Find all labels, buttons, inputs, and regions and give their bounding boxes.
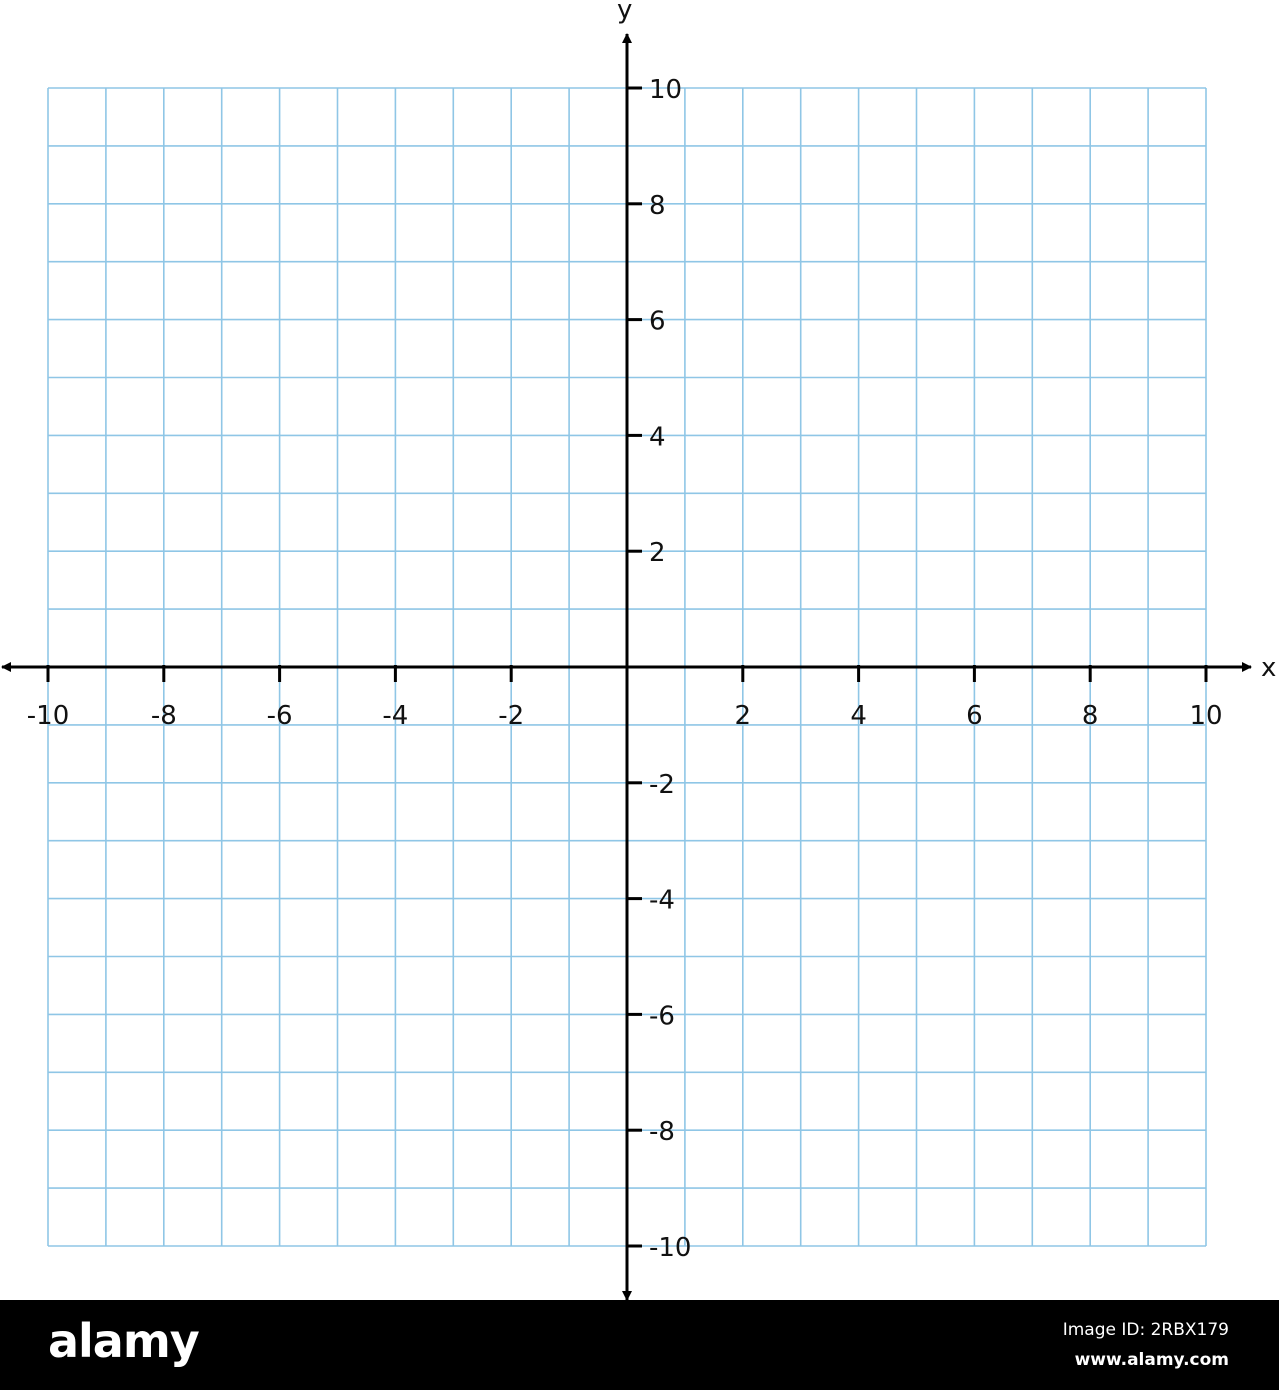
x-tick-label: -2 xyxy=(498,701,525,731)
x-axis-label: x xyxy=(1261,653,1277,683)
x-tick-label: 6 xyxy=(966,701,983,731)
x-tick-label: -4 xyxy=(382,701,409,731)
x-tick-label: 8 xyxy=(1081,701,1099,731)
y-tick-label: -8 xyxy=(649,1117,675,1148)
brand-logo: alamy xyxy=(48,1314,199,1368)
watermark-footer xyxy=(0,1300,1279,1390)
image-id-text: Image ID: 2RBX179 xyxy=(1062,1320,1229,1340)
y-tick-label: 6 xyxy=(649,306,666,337)
x-tick-label: -8 xyxy=(150,701,177,731)
y-tick-label: 4 xyxy=(649,422,666,453)
y-tick-label: -4 xyxy=(649,885,675,916)
y-tick-label: 2 xyxy=(649,538,666,569)
x-tick-label: -10 xyxy=(26,701,70,731)
y-axis-label: y xyxy=(617,0,633,25)
y-tick-label: -6 xyxy=(649,1001,675,1032)
x-tick-label: -6 xyxy=(266,701,293,731)
axes xyxy=(2,34,1251,1300)
y-tick-label: -2 xyxy=(649,769,675,800)
tick-labels xyxy=(27,75,1223,1263)
x-tick-label: 10 xyxy=(1189,701,1223,731)
y-tick-label: 8 xyxy=(649,190,666,221)
y-tick-label: -10 xyxy=(649,1233,692,1263)
x-tick-label: 2 xyxy=(734,701,752,731)
site-url: www.alamy.com xyxy=(1074,1350,1229,1370)
y-tick-label: 10 xyxy=(649,75,683,105)
x-tick-label: 4 xyxy=(850,701,867,731)
